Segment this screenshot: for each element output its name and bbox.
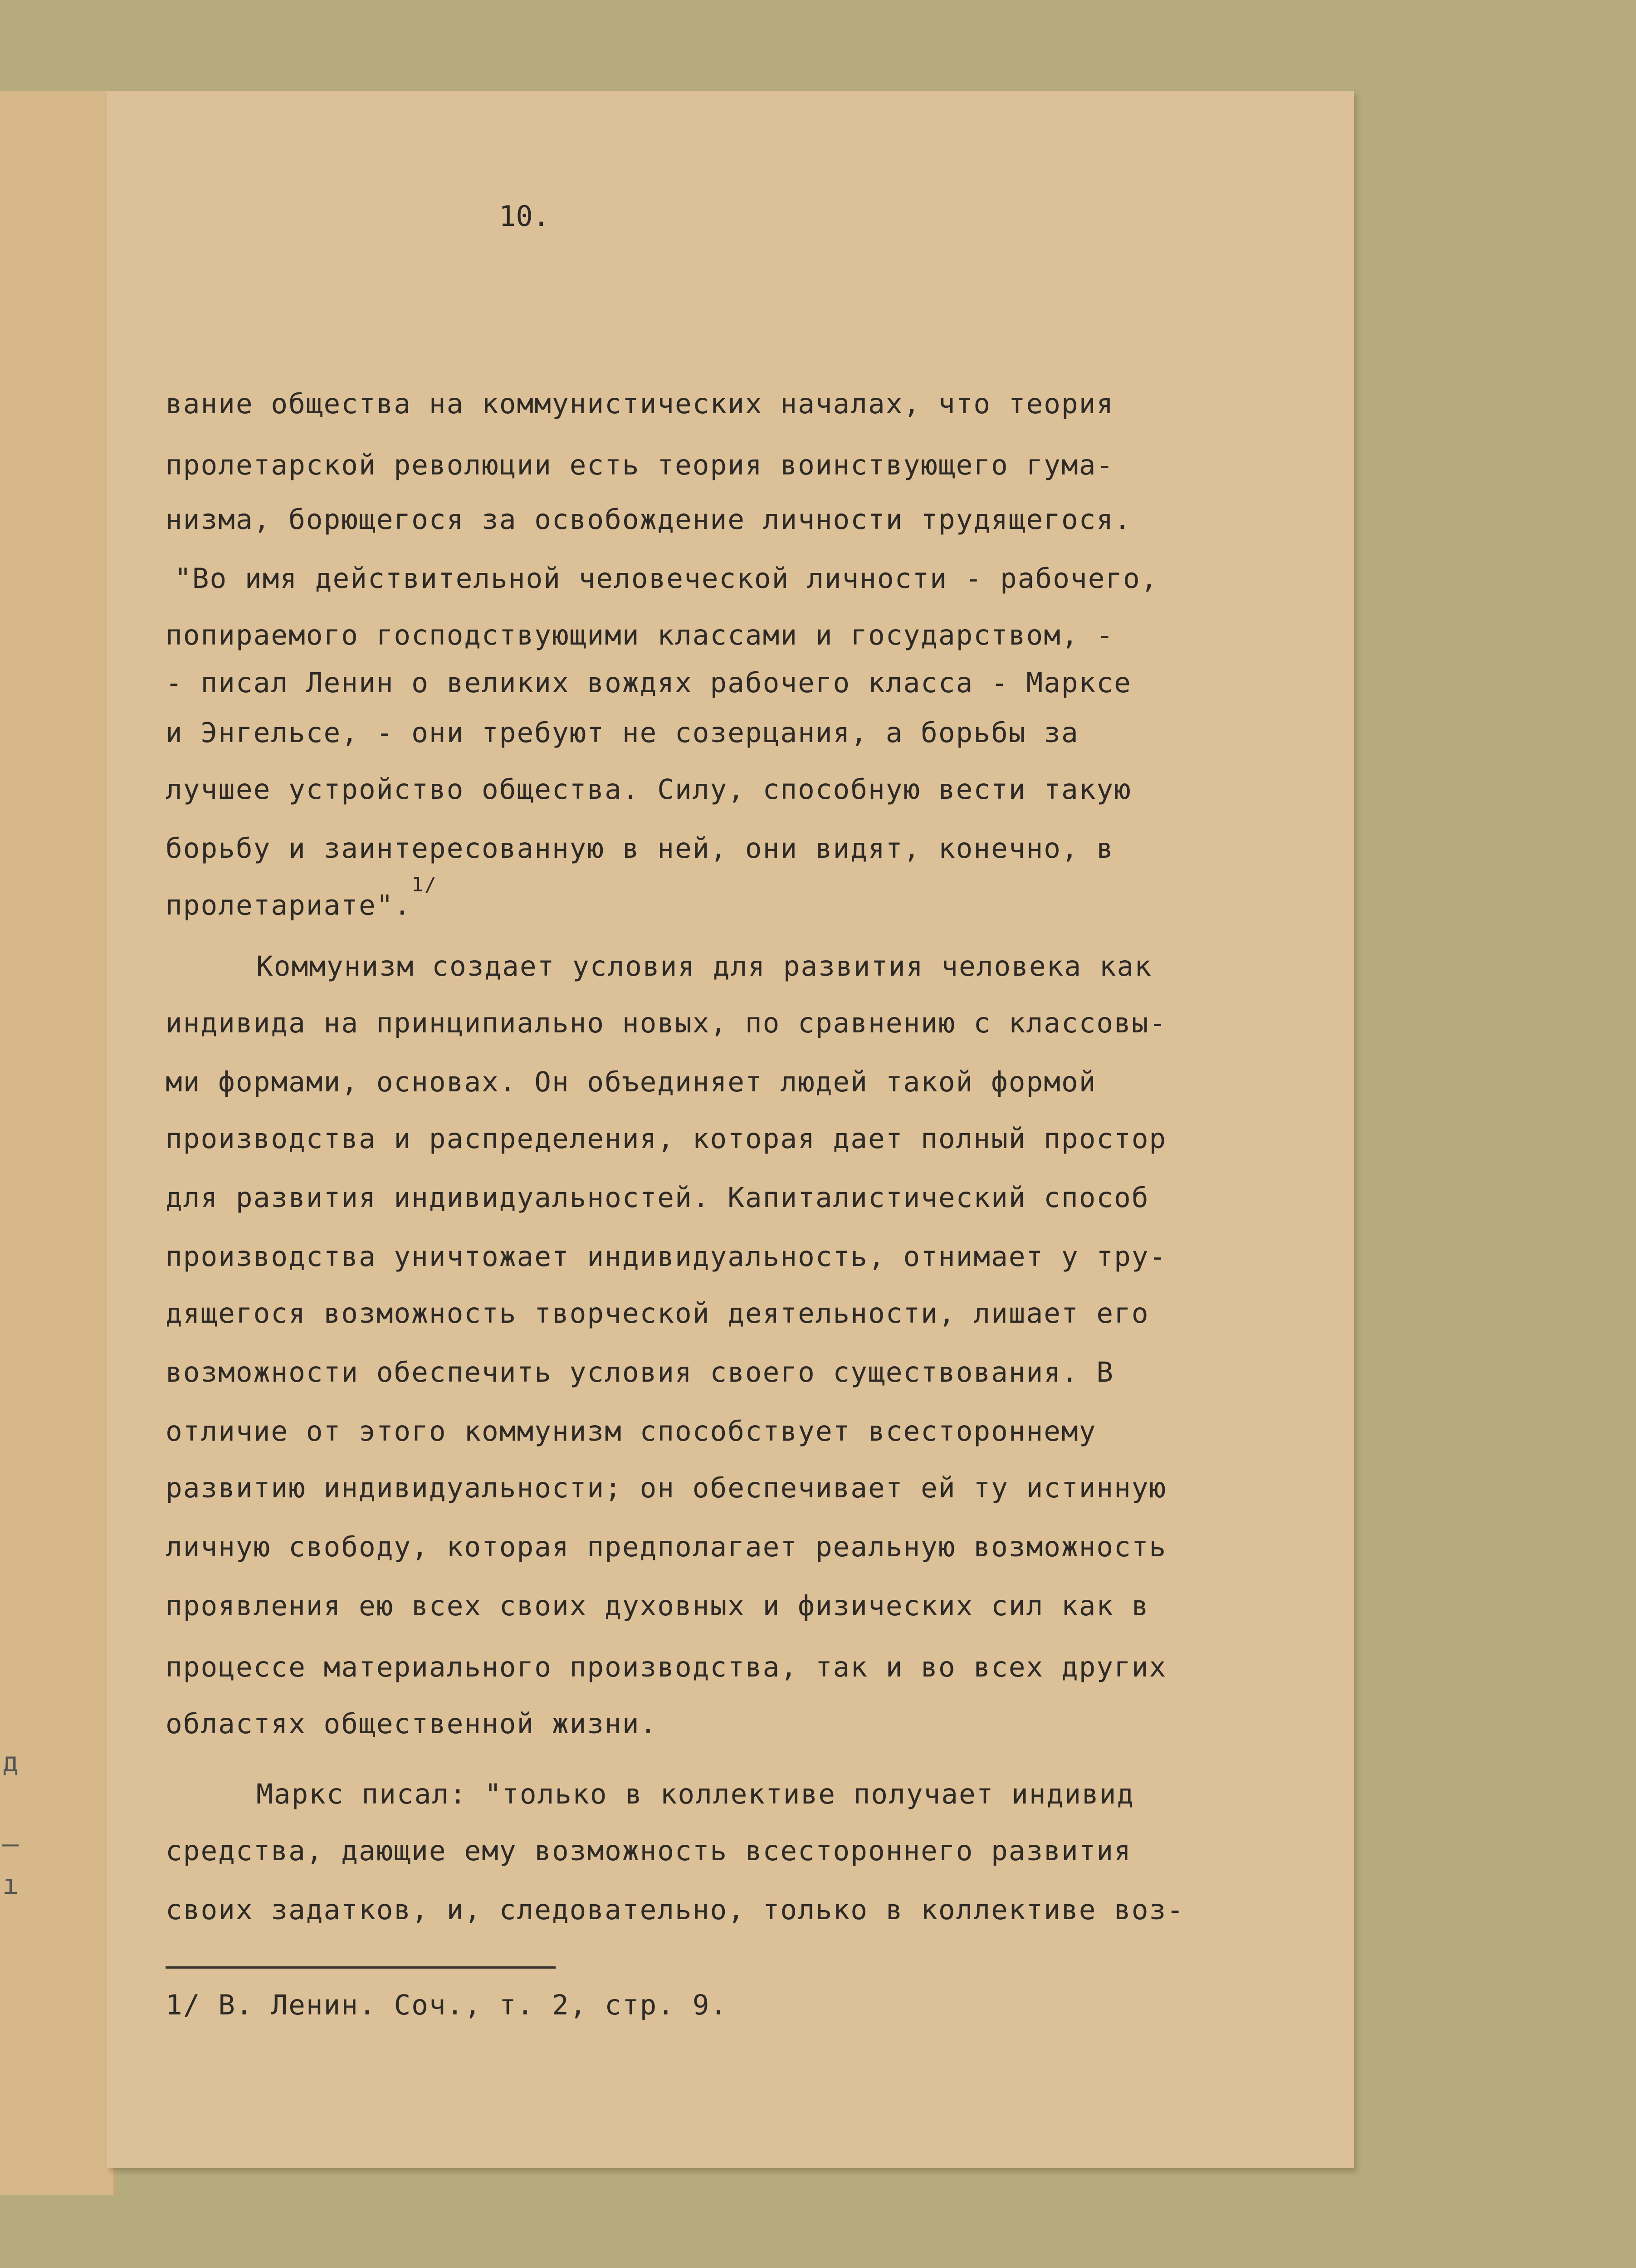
- text-line: низма, борющегося за освобождение личности трудящегося.: [166, 503, 1132, 536]
- text-line: вание общества на коммунистических началах, что теория: [166, 388, 1114, 420]
- left-page-mark: —: [2, 1828, 19, 1860]
- text-line: дящегося возможность творческой деятельности, лишает его: [166, 1297, 1149, 1330]
- left-page-mark: ı: [2, 1869, 19, 1901]
- text-line: - писал Ленин о великих вождях рабочего класса - Марксе: [166, 667, 1132, 699]
- text-line: областях общественной жизни.: [166, 1708, 658, 1740]
- text-line: своих задатков, и, следовательно, только в коллективе воз-: [166, 1894, 1185, 1926]
- left-page-edge: [0, 91, 117, 2195]
- footnote-divider: [166, 1966, 556, 1969]
- text-line: процессе материального производства, так и во всех других: [166, 1651, 1167, 1683]
- text-line: средства, дающие ему возможность всестороннего развития: [166, 1835, 1132, 1867]
- text-line: возможности обеспечить условия своего существования. В: [166, 1356, 1114, 1388]
- text-line: лучшее устройство общества. Силу, способную вести такую: [166, 773, 1132, 806]
- text-line: для развития индивидуальностей. Капиталистический способ: [166, 1182, 1149, 1214]
- text-line: пролетарской революции есть теория воинствующего гума-: [166, 449, 1114, 481]
- footnote-marker: 1/: [166, 1989, 201, 2021]
- footnote-text: В. Ленин. Соч., т. 2, стр. 9.: [218, 1989, 728, 2021]
- text-line: проявления ею всех своих духовных и физических сил как в: [166, 1590, 1149, 1622]
- text-line: развитию индивидуальности; он обеспечивает ей ту истинную: [166, 1472, 1167, 1504]
- text-line: пролетариате".: [166, 889, 412, 922]
- text-line: Маркс писал: "только в коллективе получает индивид: [256, 1778, 1135, 1810]
- text-line: борьбу и заинтересованную в ней, они видят, конечно, в: [166, 832, 1114, 865]
- text-line: попираемого господствующими классами и государством, -: [166, 619, 1114, 651]
- text-line-with-footnote: [166, 873, 438, 922]
- text-line: Коммунизм создает условия для развития человека как: [256, 950, 1152, 982]
- text-line: личную свободу, которая предполагает реальную возможность: [166, 1531, 1167, 1563]
- footnote: [166, 1989, 728, 2021]
- page-number: 10.: [499, 200, 550, 233]
- text-line: "Во имя действительной человеческой личности - рабочего,: [175, 562, 1158, 595]
- text-line: индивида на принципиально новых, по сравнению с классовы-: [166, 1007, 1167, 1039]
- text-line: и Энгельсе, - они требуют не созерцания, а борьбы за: [166, 717, 1079, 749]
- text-line: производства уничтожает индивидуальность, отнимает у тру-: [166, 1241, 1167, 1273]
- text-line: ми формами, основах. Он объединяет людей такой формой: [166, 1066, 1097, 1098]
- text-line: производства и распределения, которая дает полный простор: [166, 1123, 1167, 1155]
- left-page-mark: д: [2, 1746, 19, 1778]
- footnote-reference: 1/: [411, 873, 438, 896]
- text-line: отличие от этого коммунизм способствует всестороннему: [166, 1415, 1097, 1447]
